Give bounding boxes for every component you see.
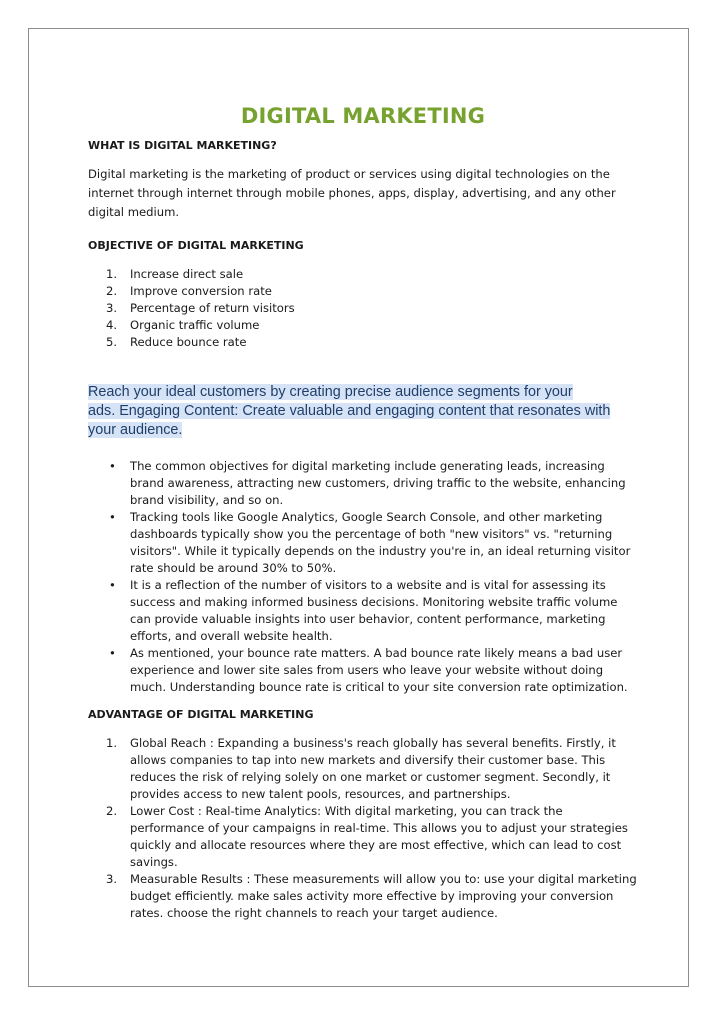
highlight-line-1: Reach your ideal customers by creating precise audience segments for your <box>88 384 573 400</box>
what-is-paragraph: Digital marketing is the marketing of product or services using digital technologies on the internet through internet through mobile phones, apps, display, advertising, and any other digital medium. <box>88 167 616 219</box>
list-item-number: 1. <box>106 736 118 750</box>
list-item <box>88 803 638 871</box>
list-item-number: 2. <box>106 284 118 298</box>
highlighted-text-block <box>88 383 638 440</box>
list-item-number: 3. <box>106 872 118 886</box>
list-item-number: 2. <box>106 804 118 818</box>
advantage-heading: ADVANTAGE OF DIGITAL MARKETING <box>88 708 314 721</box>
bullet-icon: • <box>109 578 116 592</box>
list-item-number: 3. <box>106 301 118 315</box>
list-item-number: 5. <box>106 335 118 349</box>
list-item-text: Percentage of return visitors <box>130 301 295 315</box>
list-item-text: Global Reach : Expanding a business's reach globally has several benefits. Firstly, it allows companies to tap into new markets and diversify their customer base. This reduces the risk of relying solely on one market or customer segment. Secondly, it provides access to new talent pools, resources, and partnerships. <box>130 736 616 801</box>
bullet-text: As mentioned, your bounce rate matters. A bad bounce rate likely means a bad user experience and lower site sales from users who leave your website without doing much. Understanding bounce rate is critical to your site conversion rate optimization. <box>130 646 628 694</box>
list-item-number: 1. <box>106 267 118 281</box>
list-item <box>88 300 638 317</box>
what-is-heading: WHAT IS DIGITAL MARKETING? <box>88 139 277 152</box>
bullet-item <box>88 577 638 645</box>
advantage-list <box>88 735 638 922</box>
list-item-text: Lower Cost : Real-time Analytics: With digital marketing, you can track the performance of your campaigns in real-time. This allows you to adjust your strategies quickly and allocate resources where they are most effective, which can lead to cost savings. <box>130 804 628 869</box>
list-item <box>88 283 638 300</box>
list-item-text: Increase direct sale <box>130 267 244 281</box>
bullet-text: It is a reflection of the number of visitors to a website and is vital for assessing its success and making informed business decisions. Monitoring website traffic volume can provide valuable insights into user behavior, content performance, marketing efforts, and overall website health. <box>130 578 618 643</box>
bullet-item <box>88 509 638 577</box>
list-item <box>88 871 638 922</box>
list-item-text: Reduce bounce rate <box>130 335 247 349</box>
bullet-text: Tracking tools like Google Analytics, Google Search Console, and other marketing dashboards typically show you the percentage of both "new visitors" vs. "returning visitors". While it typically depends on the industry you're in, an ideal returning visitor rate should be around 30% to 50%. <box>130 510 631 575</box>
objectives-bullet-list <box>88 458 638 696</box>
list-item <box>88 266 638 283</box>
list-item-text: Improve conversion rate <box>130 284 272 298</box>
list-item-text: Measurable Results : These measurements will allow you to: use your digital marketing budget efficiently. make sales activity more effective by improving your conversion rates. choose the right channels to reach your target audience. <box>130 872 637 920</box>
page-title: DIGITAL MARKETING <box>240 104 486 128</box>
document-content <box>88 104 638 922</box>
bullet-text: The common objectives for digital marketing include generating leads, increasing brand awareness, attracting new customers, driving traffic to the website, enhancing brand visibility, and so on. <box>130 459 626 507</box>
list-item <box>88 317 638 334</box>
list-item-number: 4. <box>106 318 118 332</box>
bullet-icon: • <box>109 646 116 660</box>
bullet-icon: • <box>109 459 116 473</box>
objective-list <box>88 266 638 351</box>
list-item-text: Organic traffic volume <box>130 318 260 332</box>
bullet-icon: • <box>109 510 116 524</box>
objective-heading: OBJECTIVE OF DIGITAL MARKETING <box>88 239 304 252</box>
list-item <box>88 334 638 351</box>
list-item <box>88 735 638 803</box>
highlight-line-3: your audience. <box>88 422 183 438</box>
highlight-line-2: ads. Engaging Content: Create valuable and engaging content that resonates with <box>88 403 611 419</box>
bullet-item <box>88 458 638 509</box>
bullet-item <box>88 645 638 696</box>
